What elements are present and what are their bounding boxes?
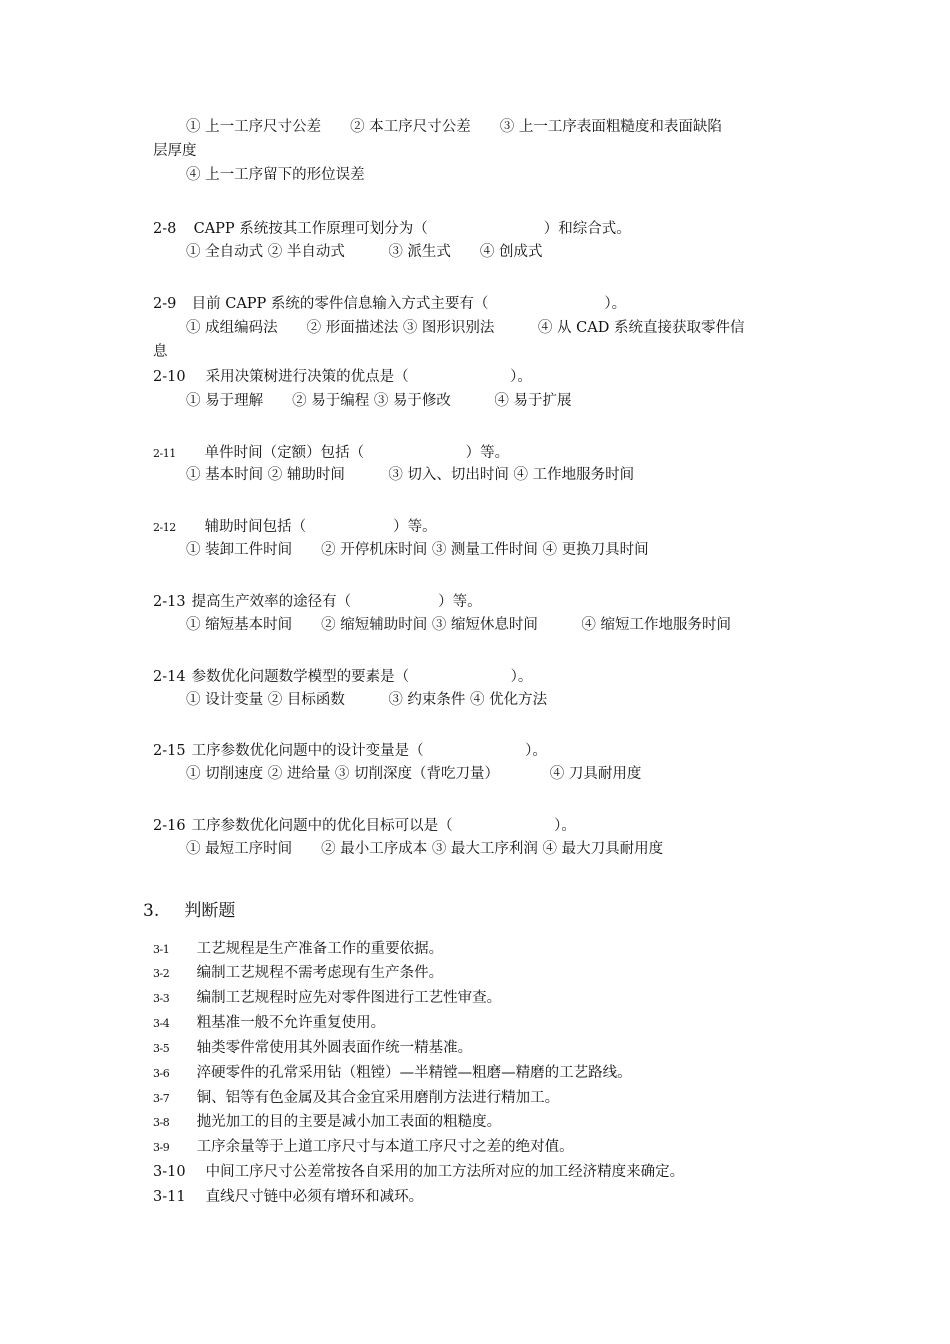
item-text: 工序余量等于上道工序尺寸与本道工序尺寸之差的绝对值。	[196, 1139, 574, 1155]
item-number: 3-10	[153, 1164, 186, 1180]
q28-text: CAPP 系统按其工作原理可划分为（ ）和综合式。	[193, 221, 631, 237]
item-number: 3-1	[153, 943, 170, 956]
q28-options: ① 全自动式 ② 半自动式 ③ 派生式 ④ 创成式	[186, 244, 543, 260]
list-item	[153, 1089, 559, 1108]
q216-question	[153, 817, 576, 835]
q214-text: 参数优化问题数学模型的要素是（ ）。	[191, 669, 533, 685]
q212-options: ① 装卸工件时间 ② 开停机床时间 ③ 测量工件时间 ④ 更换刀具时间	[186, 542, 649, 558]
q213-question	[153, 593, 482, 611]
q211-options: ① 基本时间 ② 辅助时间 ③ 切入、切出时间 ④ 工作地服务时间	[186, 467, 635, 483]
item-text: 编制工艺规程不需考虑现有生产条件。	[196, 965, 444, 981]
list-item	[153, 1113, 501, 1132]
q29-options: ① 成组编码法 ② 形面描述法 ③ 图形识别法 ④ 从 CAD 系统直接获取零件信	[186, 320, 745, 336]
item-text: 淬硬零件的孔常采用钻（粗镗）—半精镗—粗磨—精磨的工艺路线。	[196, 1065, 632, 1081]
q215-text: 工序参数优化问题中的设计变量是（ ）。	[191, 743, 547, 759]
q215-number: 2-15	[153, 743, 186, 759]
q215-options: ① 切削速度 ② 进给量 ③ 切削深度（背吃刀量） ④ 刀具耐用度	[186, 766, 642, 782]
q29-number: 2-9	[153, 296, 177, 312]
q213-text: 提高生产效率的途径有（ ）等。	[191, 594, 482, 610]
item-number: 3-7	[153, 1092, 170, 1105]
list-item	[153, 1188, 423, 1206]
item-text: 工艺规程是生产准备工作的重要依据。	[196, 941, 444, 957]
q212-text: 辅助时间包括（ ）等。	[204, 519, 437, 535]
q214-question	[153, 668, 532, 686]
q28-question	[153, 220, 631, 238]
q210-number: 2-10	[153, 369, 186, 385]
q211-text: 单件时间（定额）包括（ ）等。	[204, 445, 510, 461]
item-text: 轴类零件常使用其外圆表面作统一精基准。	[196, 1040, 473, 1056]
list-item	[153, 1039, 472, 1058]
item-number: 3-2	[153, 967, 170, 980]
q212-number: 2-12	[153, 521, 176, 534]
q29-options-cont: 息	[153, 344, 168, 360]
q210-question	[153, 368, 532, 386]
item-number: 3-3	[153, 992, 170, 1005]
q210-options: ① 易于理解 ② 易于编程 ③ 易于修改 ④ 易于扩展	[186, 393, 572, 409]
q29-text: 目前 CAPP 系统的零件信息输入方式主要有（ ）。	[191, 296, 627, 312]
item-text: 粗基准一般不允许重复使用。	[196, 1015, 386, 1031]
q216-number: 2-16	[153, 818, 186, 834]
q214-options: ① 设计变量 ② 目标函数 ③ 约束条件 ④ 优化方法	[186, 692, 548, 708]
q27-options-line1-cont: 层厚度	[153, 143, 197, 159]
list-item	[153, 1064, 632, 1083]
item-text: 直线尺寸链中必须有增环和减环。	[205, 1189, 424, 1205]
q216-options: ① 最短工序时间 ② 最小工序成本 ③ 最大工序利润 ④ 最大刀具耐用度	[186, 841, 664, 857]
q27-options-line1: ① 上一工序尺寸公差 ② 本工序尺寸公差 ③ 上一工序表面粗糙度和表面缺陷	[186, 119, 722, 135]
q28-number: 2-8	[153, 221, 177, 237]
q211-number: 2-11	[153, 447, 176, 460]
list-item	[153, 940, 443, 959]
list-item	[153, 964, 443, 983]
q213-options: ① 缩短基本时间 ② 缩短辅助时间 ③ 缩短休息时间 ④ 缩短工作地服务时间	[186, 617, 732, 633]
section-heading	[143, 902, 235, 920]
q213-number: 2-13	[153, 594, 186, 610]
q214-number: 2-14	[153, 669, 186, 685]
item-text: 抛光加工的目的主要是减小加工表面的粗糙度。	[196, 1114, 502, 1130]
section-title: 判断题	[184, 901, 236, 921]
list-item	[153, 989, 501, 1008]
item-number: 3-4	[153, 1017, 170, 1030]
item-number: 3-9	[153, 1141, 170, 1154]
q27-options-line2: ④ 上一工序留下的形位误差	[186, 167, 365, 183]
q216-text: 工序参数优化问题中的优化目标可以是（ ）。	[191, 818, 576, 834]
item-text: 铜、铝等有色金属及其合金宜采用磨削方法进行精加工。	[196, 1090, 560, 1106]
item-number: 3-6	[153, 1067, 170, 1080]
item-text: 中间工序尺寸公差常按各自采用的加工方法所对应的加工经济精度来确定。	[205, 1164, 685, 1180]
q29-question	[153, 295, 626, 313]
section-number: 3.	[143, 901, 160, 921]
item-number: 3-8	[153, 1116, 170, 1129]
q212-question	[153, 518, 437, 537]
list-item	[153, 1014, 385, 1033]
list-item	[153, 1163, 684, 1181]
q215-question	[153, 742, 547, 760]
list-item	[153, 1138, 574, 1157]
item-number: 3-11	[153, 1189, 186, 1205]
q211-question	[153, 444, 509, 463]
q210-text: 采用决策树进行决策的优点是（ ）。	[205, 369, 532, 385]
item-number: 3-5	[153, 1042, 170, 1055]
item-text: 编制工艺规程时应先对零件图进行工艺性审查。	[196, 990, 502, 1006]
